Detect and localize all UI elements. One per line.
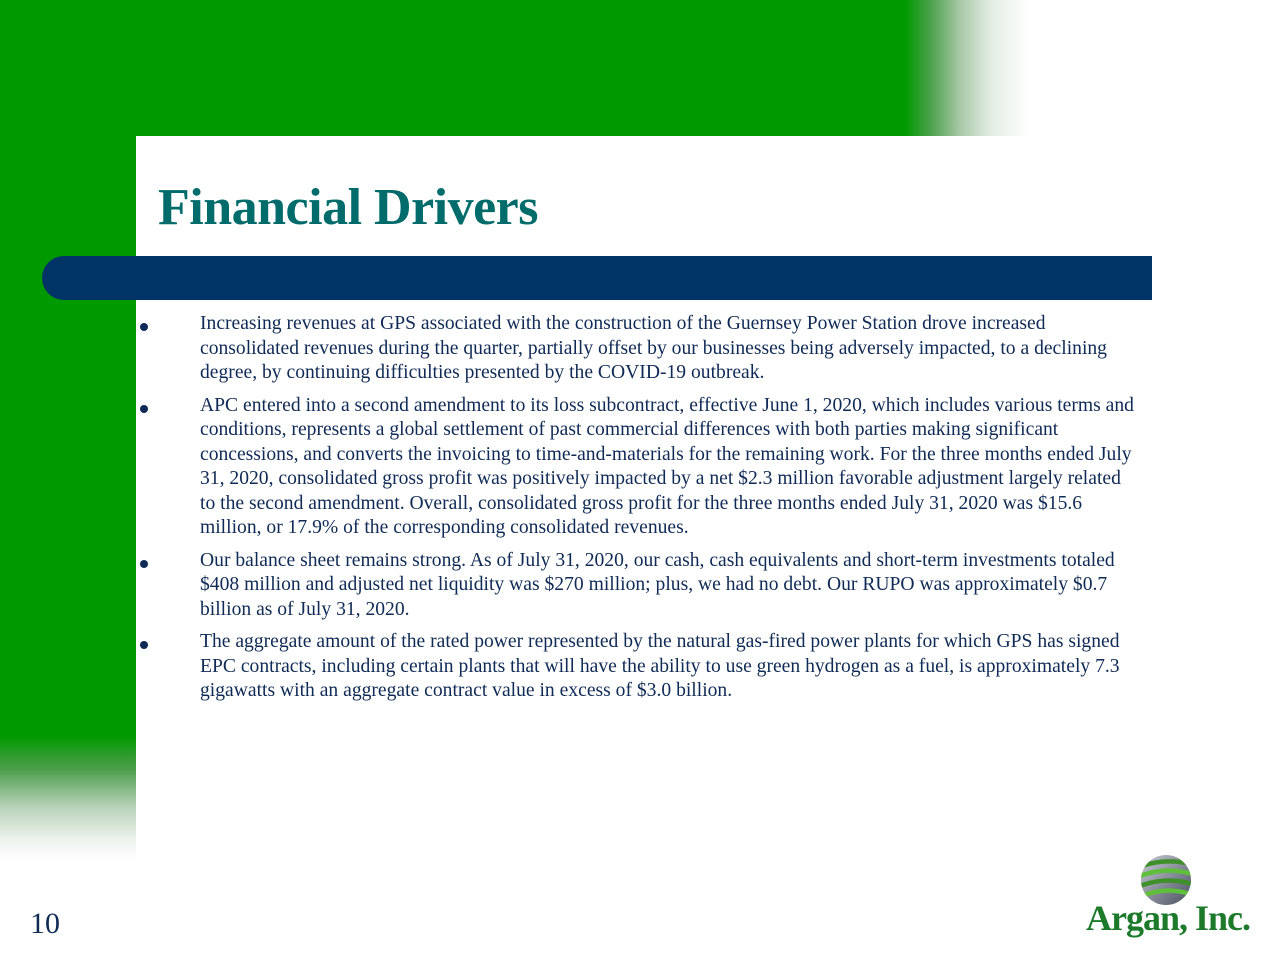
bullet-dot-icon [140, 323, 148, 331]
bullet-text: The aggregate amount of the rated power represented by the natural gas-fired power plants for which GPS has signed EPC contracts, including certain plants that will have the ability to use green hydrogen as a fuel, is approximately 7.3 gigawatts with an aggregate contract value in excess of $3.0 billion. [200, 631, 1120, 701]
green-side-band [0, 0, 136, 860]
bullet-text: Increasing revenues at GPS associated with the construction of the Guernsey Power Station drove increased consolidated revenues during the quarter, partially offset by our businesses being adversely impacted, to a declining degree, by continuing difficulties presented by the COVID-19 outbreak. [200, 313, 1107, 383]
slide-title: Financial Drivers [158, 179, 539, 236]
bullet-item [136, 630, 1136, 704]
green-header-band [0, 0, 1030, 136]
company-logo [1086, 852, 1250, 942]
bullet-item [136, 312, 1136, 386]
bullet-dot-icon [140, 405, 148, 413]
bullet-list [136, 312, 1136, 712]
page-number: 10 [30, 907, 60, 940]
bullet-item [136, 549, 1136, 623]
logo-wordmark: Argan, Inc. [1086, 898, 1251, 938]
bullet-item [136, 394, 1136, 541]
bullet-dot-icon [140, 641, 148, 649]
bullet-dot-icon [140, 560, 148, 568]
bullet-text: Our balance sheet remains strong. As of July 31, 2020, our cash, cash equivalents and short-term investments totaled $408 million and adjusted net liquidity was $270 million; plus, we had no debt. Our RUPO was approximately $0.7 billion as of July 31, 2020. [200, 549, 1115, 620]
bullet-text: APC entered into a second amendment to its loss subcontract, effective June 1, 2020, which includes various terms and conditions, represents a global settlement of past commercial differences with both parties making significant concessions, and converts the invoicing to time-and-materials for the remaining work. For the three months ended July 31, 2020, consolidated gross profit was positively impacted by a net $2.3 million favorable adjustment largely related to the second amendment. Overall, consolidated gross profit for the three months ended July 31, 2020 was $15.6 million, or 17.9% of the corresponding consolidated revenues. [200, 394, 1134, 538]
title-underline-bar [42, 256, 1152, 300]
